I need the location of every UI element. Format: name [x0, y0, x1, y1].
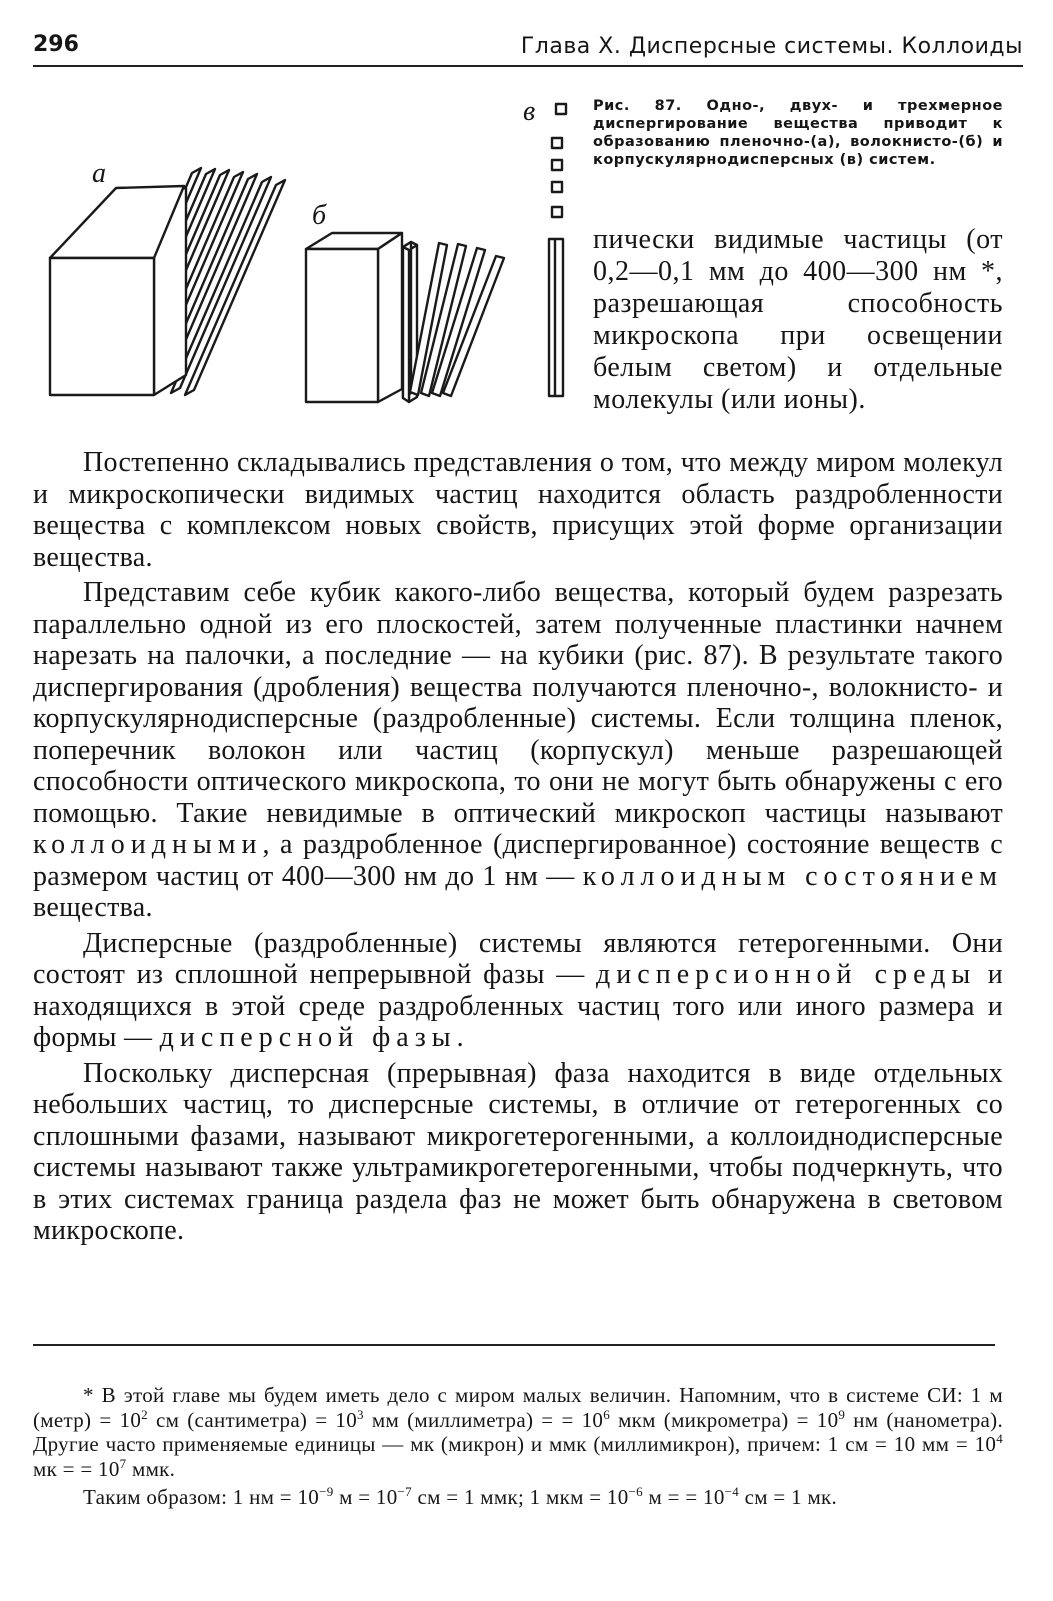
paragraph: Поскольку дисперсная (прерывная) фаза находится в виде отдельных небольших частиц, то дисперсные системы, в отличие от гетерогенных со сплошными фазами, называют микрогетерогенными, а коллоиднодисперсные системы называют также ультрамикрогетерогенными, чтобы подчеркнуть, что в этих системах граница раздела фаз не может быть обнаружена в световом микроскопе. — [33, 1057, 1003, 1246]
stick — [403, 247, 409, 402]
paragraph: Постепенно складывались представления о том, что между миром молекул и микроскопически видимых частиц находится область раздробленности вещества с комплексом новых свойств, присущих этой форме организации вещества. — [33, 447, 1003, 573]
cube-b-side — [378, 233, 402, 402]
spaced-term: дисперсионной среды — [596, 959, 977, 990]
small-cube — [552, 182, 562, 192]
spaced-term: коллоидными — [33, 829, 263, 860]
spaced-term: коллоидным состоянием — [582, 860, 1003, 892]
page-header — [33, 28, 1023, 66]
small-cube — [552, 160, 562, 170]
footnote-paragraph: Таким образом: 1 нм = $10^{-9}$ $м = 10^{-7}$ см = 1 ммк; 1 мкм = $10^{-6}$ м = = $10^{-4}$ см = 1 мк. — [83, 1484, 838, 1509]
spaced-term: дисперсной фазы — [159, 1022, 457, 1053]
main-text — [33, 447, 1003, 1251]
small-cube — [552, 207, 562, 217]
side-paragraph: пически видимые частицы (от 0,2—0,1 мм до 400—300 нм *, разрешающая способность микроскопа при освещении белым светом) и отдельные молекулы (или ионы). — [593, 224, 1003, 415]
page-number: 296 — [33, 32, 79, 57]
cube-b-front — [306, 249, 378, 402]
chapter-title: Глава X. Дисперсные системы. Коллоиды — [520, 34, 1023, 59]
figure-label-b: б — [312, 200, 327, 231]
figure-label-a: а — [92, 158, 106, 189]
small-cube — [556, 104, 566, 114]
footnote — [33, 1383, 1003, 1514]
small-cube — [552, 138, 562, 148]
figure-87 — [28, 92, 588, 412]
dispersion-illustration — [28, 92, 588, 412]
footnote-paragraph: * В этой главе мы будем иметь дело с миром малых величин. Напомним, что в системе СИ: 1 м (метр) = $10^2$ см (сантиметра) = $10^3$ мм (миллиметра) = = $10^6$ мкм (микрометра) = $10^9$ нм (нанометра). Другие часто применяемые единицы — мк (микрон) и ммк (миллимикрон), причем: 1 см = 10 мм = $10^4$ мк = = $10^7$ ммк. — [33, 1383, 1003, 1481]
header-rule — [33, 65, 1023, 67]
figure-label-v: в — [523, 96, 536, 127]
paragraph: Дисперсные (раздробленные) системы являются гетерогенными. Они состоят из сплошной непрерывной фазы — дисперсионной среды и находящихся в этой среде раздробленных частиц того или иного размера и формы — дисперсной фазы. — [33, 927, 1003, 1053]
footnote-rule — [33, 1344, 995, 1346]
cube-a-front — [50, 258, 154, 395]
figure-caption: Рис. 87. Одно-, двух- и трехмерное диспергирование вещества приводит к образованию пленочно-(а), волокнисто-(б) и корпускулярнодисперсных (в) систем. — [593, 98, 1003, 168]
paragraph: Представим себе кубик какого-либо вещества, который будем разрезать параллельно одной из его плоскостей, затем полученные пластинки начнем нарезать на палочки, а последние — на кубики (рис. 87). В результате такого диспергирования (дробления) вещества получаются пленочно-, волокнисто- и корпускулярнодисперсные (раздробленные) системы. Если толщина пленок, поперечник волокон или частиц (корпускул) меньше разрешающей способности оптического микроскопа, то они не могут быть обнаружены с его помощью. Такие невидимые в оптический микроскоп частицы называют коллоидными, а раздробленное (диспергированное) состояние веществ с размером частиц от 400—300 нм до 1 нм — коллоидным состоянием вещества. — [33, 577, 1003, 923]
